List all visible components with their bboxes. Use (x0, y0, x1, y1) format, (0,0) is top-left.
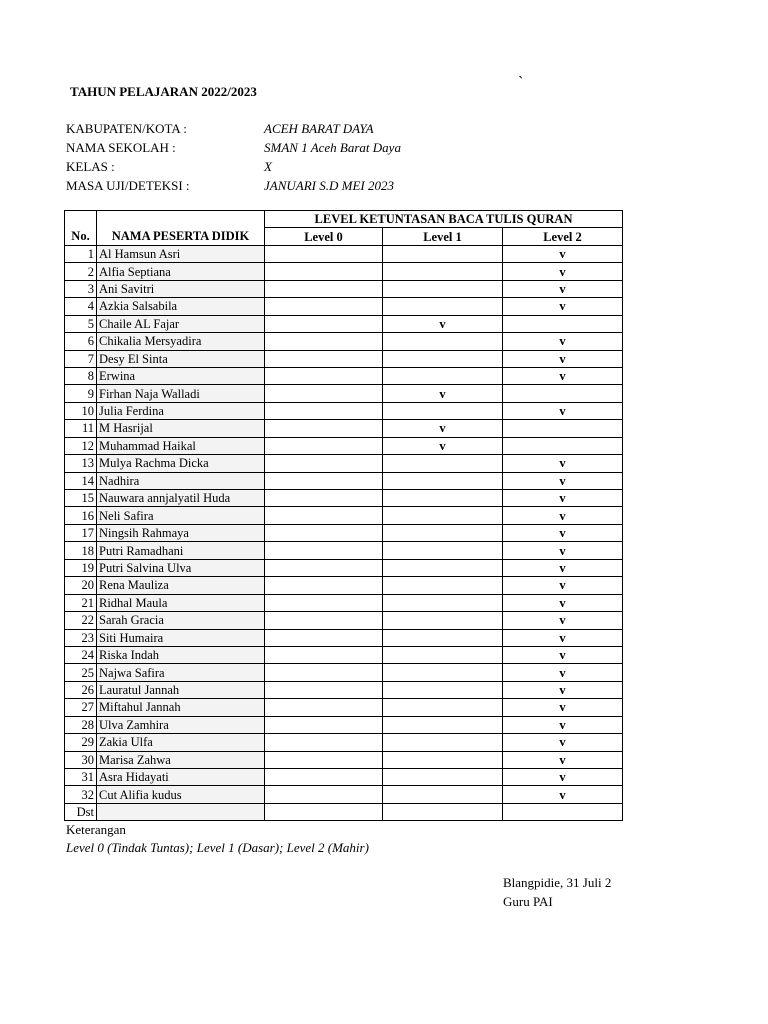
row-number: 5 (65, 315, 97, 332)
student-name: Ridhal Maula (97, 594, 265, 611)
meta-label-period: MASA UJI/DETEKSI : (66, 178, 190, 193)
level-1-cell (383, 594, 503, 611)
level-2-cell: v (503, 629, 623, 646)
level-2-cell: v (503, 245, 623, 262)
table-row (65, 646, 623, 663)
row-number: 17 (65, 524, 97, 541)
level-2-cell: v (503, 524, 623, 541)
table-row (65, 559, 623, 576)
level-0-cell (265, 455, 383, 472)
table-row (65, 315, 623, 332)
student-name: Putri Salvina Ulva (97, 559, 265, 576)
meta-label-district: KABUPATEN/KOTA : (66, 121, 187, 136)
row-number: 14 (65, 472, 97, 489)
level-2-cell: v (503, 646, 623, 663)
level-2-cell: v (503, 280, 623, 297)
level-2-cell: v (503, 681, 623, 698)
level-group-header: LEVEL KETUNTASAN BACA TULIS QURAN (265, 211, 623, 228)
school-year-title: TAHUN PELAJARAN 2022/2023 (70, 84, 257, 99)
level-0-cell (265, 315, 383, 332)
level-1-cell: v (383, 385, 503, 402)
level-0-cell (265, 490, 383, 507)
level-1-cell (383, 280, 503, 297)
student-name: Erwina (97, 367, 265, 384)
table-row (65, 751, 623, 768)
level-0-cell (265, 350, 383, 367)
level-0-cell (265, 333, 383, 350)
level-0-cell (265, 612, 383, 629)
row-number: 25 (65, 664, 97, 681)
empty-cell (503, 803, 623, 820)
student-name: Firhan Naja Walladi (97, 385, 265, 402)
level-0-header: Level 0 (265, 228, 383, 245)
student-name: Chaile AL Fajar (97, 315, 265, 332)
level-0-cell (265, 524, 383, 541)
level-0-cell (265, 786, 383, 803)
row-number: 8 (65, 367, 97, 384)
student-name: Mulya Rachma Dicka (97, 455, 265, 472)
level-0-cell (265, 559, 383, 576)
level-1-cell (383, 490, 503, 507)
signature-role: Guru PAI (503, 894, 553, 909)
level-1-cell (383, 612, 503, 629)
student-name: Riska Indah (97, 646, 265, 663)
level-2-cell: v (503, 402, 623, 419)
table-row (65, 577, 623, 594)
table-row (65, 786, 623, 803)
level-2-cell: v (503, 594, 623, 611)
level-0-cell (265, 577, 383, 594)
level-1-header: Level 1 (383, 228, 503, 245)
level-0-cell (265, 716, 383, 733)
row-number: 10 (65, 402, 97, 419)
level-1-cell (383, 699, 503, 716)
table-row (65, 664, 623, 681)
level-0-cell (265, 681, 383, 698)
level-2-cell: v (503, 699, 623, 716)
level-1-cell (383, 664, 503, 681)
level-2-cell: v (503, 751, 623, 768)
level-1-cell (383, 786, 503, 803)
level-0-cell (265, 542, 383, 559)
student-name: Alfia Septiana (97, 263, 265, 280)
level-2-cell: v (503, 542, 623, 559)
level-1-cell (383, 681, 503, 698)
table-row (65, 402, 623, 419)
level-1-cell (383, 629, 503, 646)
level-2-cell: v (503, 559, 623, 576)
level-2-cell: v (503, 612, 623, 629)
level-1-cell: v (383, 420, 503, 437)
level-0-cell (265, 507, 383, 524)
row-number: 16 (65, 507, 97, 524)
level-2-cell (503, 437, 623, 454)
level-0-cell (265, 472, 383, 489)
row-number: 4 (65, 298, 97, 315)
table-row-dst (65, 803, 623, 820)
name-column-header: NAMA PESERTA DIDIK (97, 228, 265, 245)
row-number: 21 (65, 594, 97, 611)
student-name: Cut Alifia kudus (97, 786, 265, 803)
table-row (65, 385, 623, 402)
row-number: 27 (65, 699, 97, 716)
row-number: 29 (65, 734, 97, 751)
row-number: 3 (65, 280, 97, 297)
table-row (65, 367, 623, 384)
table-row (65, 524, 623, 541)
level-1-cell: v (383, 315, 503, 332)
level-0-cell (265, 298, 383, 315)
student-name: Nadhira (97, 472, 265, 489)
student-name: Putri Ramadhani (97, 542, 265, 559)
row-number: 15 (65, 490, 97, 507)
level-1-cell (383, 402, 503, 419)
student-name: M Hasrijal (97, 420, 265, 437)
level-0-cell (265, 263, 383, 280)
row-number: 20 (65, 577, 97, 594)
table-row (65, 681, 623, 698)
row-number: 23 (65, 629, 97, 646)
student-name: Ningsih Rahmaya (97, 524, 265, 541)
notes-heading: Keterangan (66, 822, 126, 837)
student-name: Zakia Ulfa (97, 734, 265, 751)
level-2-cell: v (503, 734, 623, 751)
student-rows (65, 245, 623, 820)
student-name: Siti Humaira (97, 629, 265, 646)
meta-value-district: ACEH BARAT DAYA (264, 121, 374, 136)
student-name: Azkia Salsabila (97, 298, 265, 315)
table-row (65, 333, 623, 350)
level-0-cell (265, 734, 383, 751)
level-1-cell (383, 350, 503, 367)
student-name: Ulva Zamhira (97, 716, 265, 733)
level-2-header: Level 2 (503, 228, 623, 245)
level-1-cell (383, 524, 503, 541)
student-name: Nauwara annjalyatil Huda (97, 490, 265, 507)
student-name: Neli Safira (97, 507, 265, 524)
level-1-cell (383, 245, 503, 262)
level-1-cell (383, 472, 503, 489)
table-row (65, 612, 623, 629)
meta-value-school: SMAN 1 Aceh Barat Daya (264, 140, 401, 155)
row-number: 6 (65, 333, 97, 350)
student-name: Chikalia Mersyadira (97, 333, 265, 350)
level-2-cell (503, 420, 623, 437)
row-number: 12 (65, 437, 97, 454)
no-column-header: No. (65, 228, 97, 245)
table-row (65, 298, 623, 315)
row-dst-label: Dst (65, 803, 97, 820)
row-number: 11 (65, 420, 97, 437)
level-0-cell (265, 420, 383, 437)
name-header-top (97, 211, 265, 228)
meta-value-class: X (264, 159, 272, 174)
level-2-cell: v (503, 664, 623, 681)
level-1-cell (383, 577, 503, 594)
table-row (65, 629, 623, 646)
row-number: 13 (65, 455, 97, 472)
table-row (65, 245, 623, 262)
student-name: Marisa Zahwa (97, 751, 265, 768)
level-0-cell (265, 437, 383, 454)
level-2-cell: v (503, 367, 623, 384)
level-1-cell (383, 542, 503, 559)
level-0-cell (265, 769, 383, 786)
assessment-table (64, 210, 623, 821)
row-number: 18 (65, 542, 97, 559)
level-1-cell (383, 559, 503, 576)
row-number: 19 (65, 559, 97, 576)
meta-label-school: NAMA SEKOLAH : (66, 140, 176, 155)
level-1-cell (383, 751, 503, 768)
meta-value-period: JANUARI S.D MEI 2023 (264, 178, 394, 193)
level-1-cell (383, 507, 503, 524)
level-0-cell (265, 751, 383, 768)
level-1-cell (383, 716, 503, 733)
level-0-cell (265, 594, 383, 611)
level-1-cell (383, 734, 503, 751)
level-1-cell (383, 367, 503, 384)
level-2-cell (503, 315, 623, 332)
row-number: 24 (65, 646, 97, 663)
level-2-cell: v (503, 577, 623, 594)
level-1-cell (383, 455, 503, 472)
level-1-cell (383, 333, 503, 350)
table-row (65, 420, 623, 437)
level-0-cell (265, 402, 383, 419)
table-row (65, 490, 623, 507)
level-2-cell: v (503, 263, 623, 280)
table-row (65, 507, 623, 524)
corner-mark: ` (518, 74, 524, 91)
level-1-cell (383, 769, 503, 786)
table-row (65, 734, 623, 751)
student-name: Sarah Gracia (97, 612, 265, 629)
level-0-cell (265, 664, 383, 681)
row-number: 28 (65, 716, 97, 733)
level-1-cell (383, 298, 503, 315)
table-row (65, 594, 623, 611)
row-number: 22 (65, 612, 97, 629)
row-number: 7 (65, 350, 97, 367)
table-row (65, 699, 623, 716)
student-name: Asra Hidayati (97, 769, 265, 786)
student-name: Ani Savitri (97, 280, 265, 297)
table-row (65, 472, 623, 489)
level-0-cell (265, 280, 383, 297)
empty-cell (97, 803, 265, 820)
table-row (65, 263, 623, 280)
table-row (65, 437, 623, 454)
level-0-cell (265, 385, 383, 402)
level-2-cell: v (503, 298, 623, 315)
level-2-cell: v (503, 333, 623, 350)
row-number: 1 (65, 245, 97, 262)
student-name: Najwa Safira (97, 664, 265, 681)
level-1-cell (383, 646, 503, 663)
empty-cell (265, 803, 383, 820)
level-2-cell: v (503, 455, 623, 472)
level-2-cell: v (503, 350, 623, 367)
row-number: 32 (65, 786, 97, 803)
level-2-cell: v (503, 507, 623, 524)
row-number: 9 (65, 385, 97, 402)
table-row (65, 769, 623, 786)
level-0-cell (265, 245, 383, 262)
level-0-cell (265, 367, 383, 384)
student-name: Rena Mauliza (97, 577, 265, 594)
level-2-cell: v (503, 490, 623, 507)
student-name: Miftahul Jannah (97, 699, 265, 716)
empty-cell (383, 803, 503, 820)
level-2-cell: v (503, 769, 623, 786)
level-2-cell: v (503, 786, 623, 803)
level-0-cell (265, 699, 383, 716)
level-legend: Level 0 (Tindak Tuntas); Level 1 (Dasar); Level 2 (Mahir) (66, 840, 369, 855)
signature-place-date: Blangpidie, 31 Juli 2 (503, 875, 612, 890)
level-2-cell: v (503, 716, 623, 733)
meta-label-class: KELAS : (66, 159, 115, 174)
level-1-cell: v (383, 437, 503, 454)
table-row (65, 350, 623, 367)
student-name: Muhammad Haikal (97, 437, 265, 454)
student-name: Desy El Sinta (97, 350, 265, 367)
student-name: Al Hamsun Asri (97, 245, 265, 262)
row-number: 31 (65, 769, 97, 786)
level-2-cell: v (503, 472, 623, 489)
table-row (65, 455, 623, 472)
row-number: 30 (65, 751, 97, 768)
level-1-cell (383, 263, 503, 280)
table-row (65, 716, 623, 733)
level-0-cell (265, 629, 383, 646)
student-name: Julia Ferdina (97, 402, 265, 419)
row-number: 2 (65, 263, 97, 280)
level-2-cell (503, 385, 623, 402)
table-row (65, 280, 623, 297)
student-name: Lauratul Jannah (97, 681, 265, 698)
level-0-cell (265, 646, 383, 663)
row-number: 26 (65, 681, 97, 698)
table-row (65, 542, 623, 559)
no-header-top (65, 211, 97, 228)
